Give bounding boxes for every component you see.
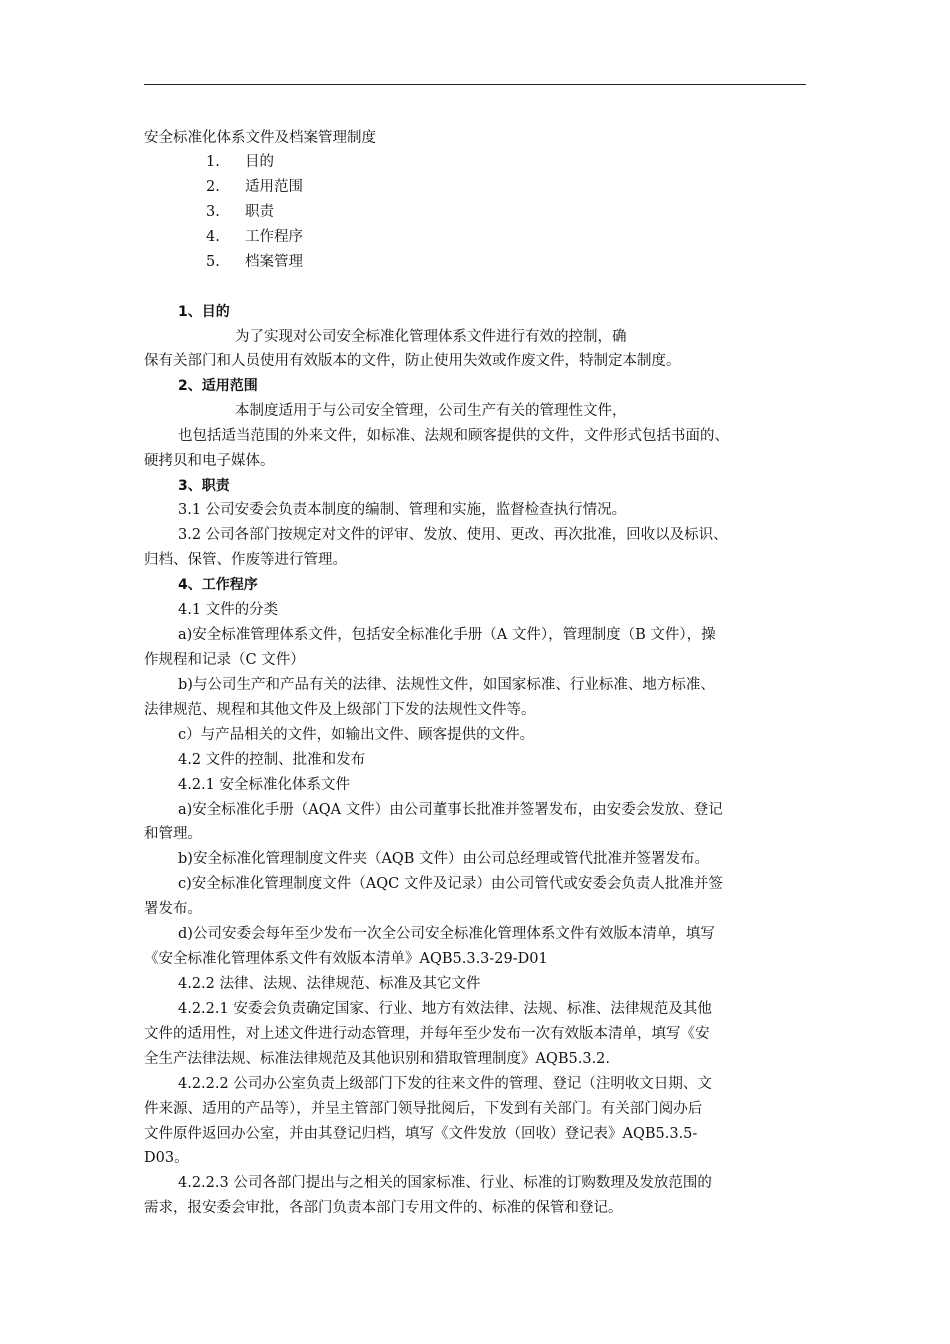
subsection-heading: 4.2.2 法律、法规、法律规范、标准及其它文件: [178, 976, 481, 992]
toc-number: 3.: [206, 204, 220, 220]
paragraph-line: d)公司安委会每年至少发布一次全公司安全标准化管理体系文件有效版本清单，填写: [178, 926, 715, 942]
paragraph-line: D03。: [144, 1150, 189, 1166]
paragraph-line: 4.2.2.3 公司各部门提出与之相关的国家标准、行业、标准的订购数理及发放范围的: [178, 1175, 712, 1191]
paragraph-line: 3.1 公司安委会负责本制度的编制、管理和实施，监督检查执行情况。: [178, 502, 627, 518]
paragraph-line: c）与产品相关的文件，如输出文件、顾客提供的文件。: [178, 727, 535, 743]
paragraph-line: a)安全标准化手册（AQA 文件）由公司董事长批准并签署发布，由安委会发放、登记: [178, 802, 723, 818]
paragraph-line: 件来源、适用的产品等），并呈主管部门领导批阅后，下发到有关部门。有关部门阅办后: [144, 1101, 703, 1117]
paragraph-line: 也包括适当范围的外来文件，如标准、法规和顾客提供的文件，文件形式包括书面的、: [178, 428, 729, 444]
paragraph-line: 法律规范、规程和其他文件及上级部门下发的法规性文件等。: [144, 702, 536, 718]
paragraph-line: 署发布。: [144, 901, 202, 917]
subsection-heading: 4.1 文件的分类: [178, 602, 279, 618]
document-title: 安全标准化体系文件及档案管理制度: [144, 130, 376, 146]
paragraph-line: 3.2 公司各部门按规定对文件的评审、发放、使用、更改、再次批准，回收以及标识、: [178, 527, 728, 543]
paragraph-line: 硬拷贝和电子媒体。: [144, 453, 275, 469]
section-heading-scope: 2、适用范围: [178, 378, 258, 394]
paragraph-line: b)与公司生产和产品有关的法律、法规性文件，如国家标准、行业标准、地方标准、: [178, 677, 715, 693]
subsection-heading: 4.2.1 安全标准化体系文件: [178, 777, 351, 793]
section-heading-responsibilities: 3、职责: [178, 478, 230, 494]
toc-item-label: 工作程序: [245, 229, 303, 245]
paragraph-line: 文件原件返回办公室，并由其登记归档，填写《文件发放（回收）登记表》AQB5.3.5-: [144, 1126, 698, 1142]
toc-item-label: 档案管理: [245, 254, 303, 270]
paragraph-line: b)安全标准化管理制度文件夹（AQB 文件）由公司总经理或管代批准并签署发布。: [178, 851, 710, 867]
section-heading-purpose: 1、目的: [178, 304, 230, 320]
paragraph-line: 本制度适用于与公司安全管理，公司生产有关的管理性文件，: [235, 403, 627, 419]
paragraph-line: 保有关部门和人员使用有效版本的文件，防止使用失效或作废文件，特制定本制度。: [144, 353, 681, 369]
paragraph-line: 4.2.2.1 安委会负责确定国家、行业、地方有效法律、法规、标准、法律规范及其他: [178, 1001, 712, 1017]
paragraph-line: 全生产法律法规、标准法律规范及其他识别和猎取管理制度》AQB5.3.2.: [144, 1051, 611, 1067]
toc-number: 1.: [206, 154, 220, 170]
paragraph-line: 需求，报安委会审批，各部门负责本部门专用文件的、标准的保管和登记。: [144, 1200, 623, 1216]
paragraph-line: 和管理。: [144, 826, 202, 842]
toc-item-label: 适用范围: [245, 179, 303, 195]
toc-number: 4.: [206, 229, 220, 245]
paragraph-line: 《安全标准化管理体系文件有效版本清单》AQB5.3.3-29-D01: [144, 951, 548, 967]
paragraph-line: 归档、保管、作废等进行管理。: [144, 552, 347, 568]
paragraph-line: 作规程和记录（C 文件）: [144, 652, 305, 668]
header-rule: [144, 84, 806, 85]
paragraph-line: a)安全标准管理体系文件，包括安全标准化手册（A 文件），管理制度（B 文件），操: [178, 627, 716, 643]
paragraph-line: 为了实现对公司安全标准化管理体系文件进行有效的控制，确: [235, 329, 627, 345]
toc-number: 2.: [206, 179, 220, 195]
paragraph-line: 4.2.2.2 公司办公室负责上级部门下发的往来文件的管理、登记（注明收文日期、文: [178, 1076, 712, 1092]
paragraph-line: c)安全标准化管理制度文件（AQC 文件及记录）由公司管代或安委会负责人批准并签: [178, 876, 723, 892]
subsection-heading: 4.2 文件的控制、批准和发布: [178, 752, 366, 768]
paragraph-line: 文件的适用性，对上述文件进行动态管理，并每年至少发布一次有效版本清单，填写《安: [144, 1026, 710, 1042]
toc-number: 5.: [206, 254, 220, 270]
section-heading-procedure: 4、工作程序: [178, 577, 258, 593]
toc-item-label: 职责: [245, 204, 274, 220]
toc-item-label: 目的: [245, 154, 274, 170]
